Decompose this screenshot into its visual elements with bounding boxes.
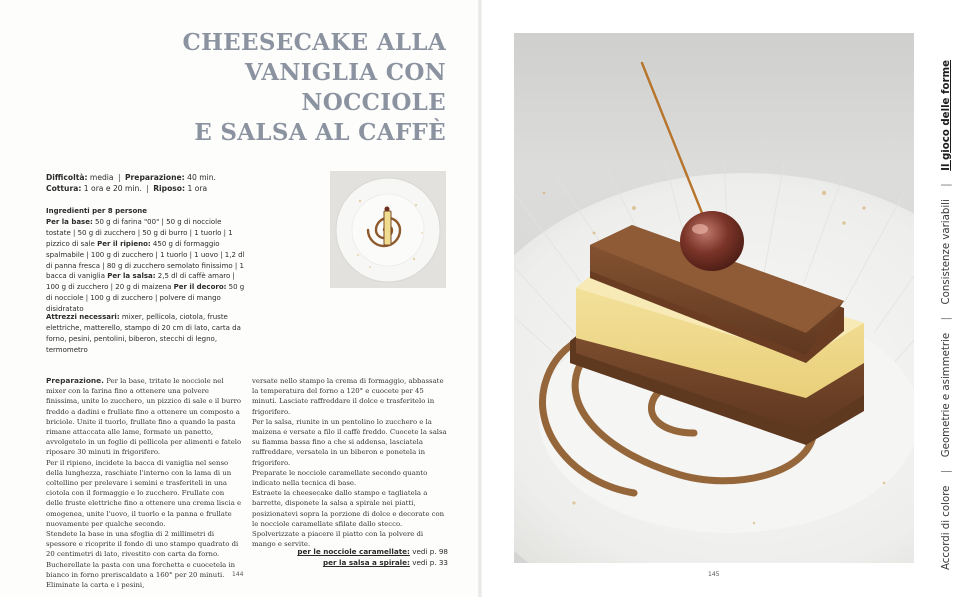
preparation-paragraph [46,376,242,458]
side-nav-separator: | [940,316,952,321]
preparation-label: Preparazione. [46,376,104,385]
side-nav-item[interactable]: Accordi di colore [940,485,952,570]
reference-page: vedi p. 98 [412,547,448,556]
preparation-paragraph: Per il ripieno, incidete la bacca di vaniglia nel senso della lunghezza, raschiate l'interno con la lama di un coltellino per prelevare i semini e trasferiteli in una ciotola con il formaggio e lo zucchero. Frullate con delle fruste elettriche fino a ottenere una crema liscia e omogenea, unite l'uovo, il tuorlo e la panna e frullate nuovamente per qualche secondo. [46,458,242,528]
sauce-label: Per la salsa: [107,272,156,281]
sauce-ingredients: 2,5 dl di caffè amaro | 100 g di zucchero | 20 g di maizena [46,272,235,292]
cross-references [252,546,448,568]
reference-line [252,557,448,568]
prep-time-value: 40 min. [187,173,216,182]
preparation-text: Per la base, tritate le nocciole nel mixer con la farina fino a ottenere una polvere finissima, unite lo zucchero, un pizzico di sale e il burro freddo a dadini e frullate fino a ottenere un composto a briciole. Unite il tuorlo, frullate fino a quando la pasta rimane attaccata alle lame, formate un panetto, avvolgetelo in un foglio di pellicola per alimenti e fatelo riposare 30 minuti in frigorifero. [46,377,242,457]
filling-label: Per il ripieno: [97,239,151,248]
filling-ingredients: 450 g di formaggio spalmabile | 100 g di zucchero | 1 tuorlo | 1 uovo | 1,2 dl di panna fresca | 80 g di zucchero semolato finissimo | 1 bacca di vaniglia [46,239,245,281]
recipe-title [120,28,446,148]
rest-time-value: 1 ora [187,184,208,193]
base-ingredients: 50 g di farina "00" | 50 g di nocciole tostate | 50 g di zucchero | 50 g di burro | 1 tuorlo | 1 pizzico di sale [46,217,233,248]
base-label: Per la base: [46,217,93,226]
decor-label: Per il decoro: [173,283,227,292]
side-nav-item-active[interactable]: Il gioco delle forme [940,60,952,171]
preparation-paragraph: Preparate le nocciole caramellate secondo quanto indicato nella tecnica di base. [252,468,428,488]
dessert-photo-illustration [514,33,914,563]
meta-separator: | [146,184,149,193]
preparation-paragraph: Per la salsa, riunite in un pentolino lo zucchero e la maizena e versate a filo il caffè freddo. Cuocete la salsa su fiamma bassa fino a che si addensa, lasciatela raffreddare, versatela in un biberon e ponetela in frigorifero. [252,417,447,467]
page-number-left: 144 [232,571,244,578]
difficulty-label: Difficoltà: [46,173,88,182]
rest-time-label: Riposo: [153,184,186,193]
plating-thumbnail [330,171,446,288]
side-navigation [920,60,956,570]
reference-link[interactable]: per la salsa a spirale: [322,558,410,567]
tools-block [46,312,246,356]
recipe-meta [46,172,316,194]
meta-separator: | [118,173,121,182]
meta-line-2 [46,183,316,194]
reference-line [252,546,448,557]
preparation-paragraph: versate nello stampo la crema di formaggio, abbassate la temperatura del forno a 120° e cuocete per 45 minuti. Lasciate raffreddare il dolce e trasferitelo in frigorifero. [252,377,444,416]
side-nav-separator: | [940,183,952,187]
thumbnail-plate-illustration [330,171,446,288]
title-line-2: VANIGLIA CON NOCCIOLE [244,59,446,116]
cook-time-label: Cottura: [46,184,82,193]
preparation-column-1 [46,376,242,590]
tools-label: Attrezzi necessari: [46,313,120,321]
title-line-3: E SALSA AL CAFFÈ [194,119,446,146]
reference-link[interactable]: per le nocciole caramellate: [297,547,410,556]
difficulty-value: media [89,173,114,182]
preparation-column-2 [252,376,448,549]
reference-page: vedi p. 33 [412,558,448,567]
meta-line-1 [46,172,316,183]
title-line-1: CHEESECAKE ALLA [182,29,446,56]
preparation-paragraph: Stendete la base in una sfoglia di 2 millimetri di spessore e ricoprite il fondo di uno stampo quadrato di 20 centimetri di lato, rivestito con carta da forno. Bucherellate la pasta con una forchetta e cuocetela in bianco in forno preriscaldato a 160° per 20 minuti. Eliminate la carta e i pesini, [46,530,239,590]
side-nav-item[interactable]: Consistenze variabili [940,199,952,305]
side-nav-item[interactable]: Geometrie e asimmetrie [940,332,952,458]
side-nav-separator: | [940,469,952,474]
side-navigation-text [928,60,960,570]
ingredients-heading: Ingredienti per 8 persone [46,207,147,215]
page-number-right: 145 [708,571,720,578]
preparation-paragraph: Estraete la cheesecake dallo stampo e tagliatela a barrette, disponete la salsa a spirale nei piatti, posizionatevi sopra la porzione di dolce e decorate con le nocciole caramellate sfilate dallo stecco. Spolverizzate a piacere il piatto con la polvere di mango e servite. [252,489,445,549]
ingredients-block [46,206,246,315]
cook-time-value: 1 ora e 20 min. [83,184,142,193]
book-gutter [478,0,482,597]
dessert-photo [514,33,914,563]
tools-list: mixer, pellicola, ciotola, fruste elettriche, matterello, stampo di 20 cm di lato, carta da forno, pesini, pentolini, biberon, stecchi di legno, termometro [46,313,241,354]
prep-time-label: Preparazione: [124,173,185,182]
decor-ingredients: 50 g di nocciole | 100 g di zucchero | polvere di mango disidratato [46,283,245,314]
